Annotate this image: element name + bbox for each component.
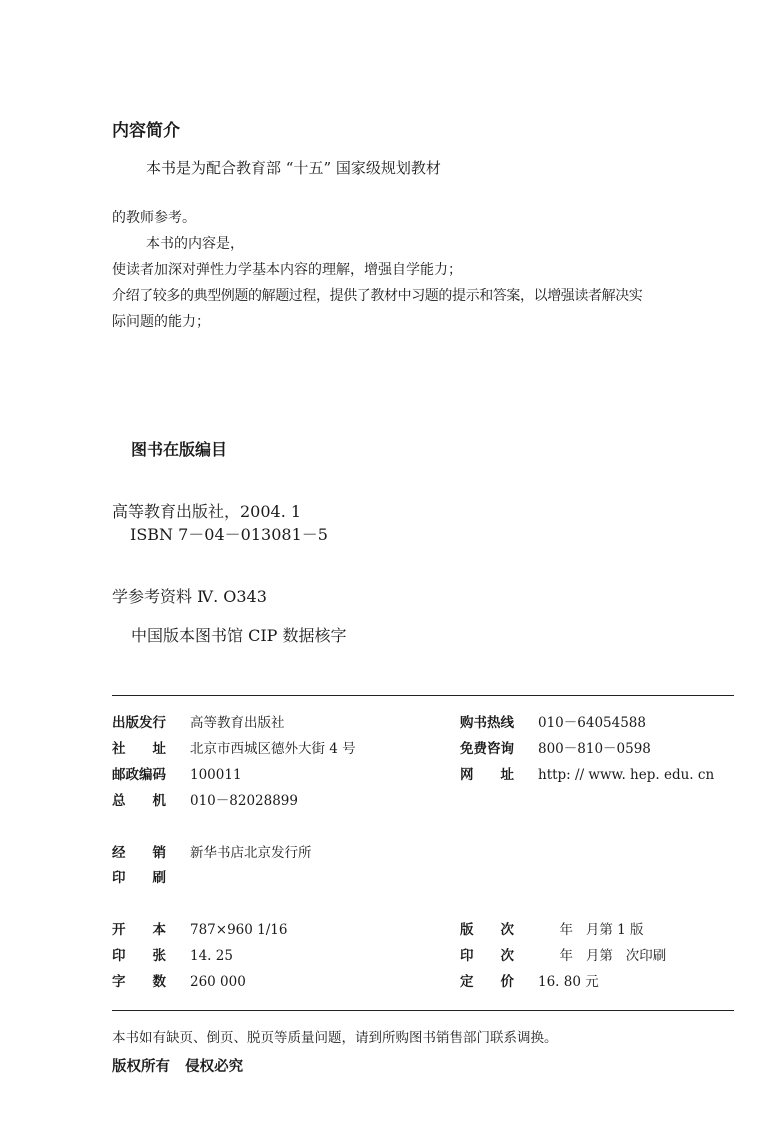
colophon-value: 新华书店北京发行所: [190, 845, 312, 861]
colophon-value: 010－82028899: [190, 793, 298, 809]
colophon-value: 787×960 1/16: [190, 922, 288, 938]
colophon-label: 印 刷: [112, 870, 166, 886]
colophon-row-postcode: [112, 765, 242, 785]
colophon-label: 印 张: [112, 948, 166, 964]
website-link[interactable]: http: // www. hep. edu. cn: [538, 767, 715, 783]
colophon-label: 经 销: [112, 845, 166, 861]
cip-publisher-line: 高等教育出版社，2004. 1: [112, 502, 302, 521]
colophon-label: 邮政编码: [112, 767, 166, 783]
cip-classification: 学参考资料 Ⅳ. O343: [112, 587, 267, 606]
colophon-row-sheets: [112, 946, 233, 966]
copyright-notice: 版权所有 侵权必究: [112, 1059, 244, 1075]
colophon-row-printer: [112, 868, 190, 888]
colophon-label: 开 本: [112, 922, 166, 938]
colophon-label: 购书热线: [460, 715, 514, 731]
colophon-row-wordcount: [112, 972, 246, 992]
cip-note: 中国版本图书馆 CIP 数据核字: [131, 626, 347, 645]
colophon-row-publisher: [112, 713, 285, 733]
colophon-value: 高等教育出版社: [190, 715, 285, 731]
colophon-label: 版 次: [460, 922, 514, 938]
colophon-label: 网 址: [460, 767, 514, 783]
cip-heading: 图书在版编目: [131, 440, 228, 459]
colophon-row-hotline: [460, 713, 646, 733]
colophon-label: 社 址: [112, 741, 166, 757]
colophon-value: 北京市西城区德外大街 4 号: [190, 741, 356, 757]
intro-line-6: 际问题的能力；: [112, 314, 210, 330]
colophon-label: 定 价: [460, 974, 514, 990]
colophon-value: 16. 80 元: [538, 974, 599, 990]
colophon-top-rule: [112, 695, 734, 696]
colophon-row-price: [460, 972, 599, 992]
colophon-value: 010－64054588: [538, 715, 646, 731]
colophon-label: 印 次: [460, 948, 514, 964]
colophon-label: 字 数: [112, 974, 166, 990]
intro-heading: 内容简介: [112, 121, 180, 141]
colophon-row-switchboard: [112, 791, 298, 811]
colophon-label: 总 机: [112, 793, 166, 809]
colophon-bottom-rule: [112, 1010, 734, 1011]
colophon-row-free-consult: [460, 739, 651, 759]
colophon-row-format: [112, 920, 287, 940]
quality-notice: 本书如有缺页、倒页、脱页等质量问题，请到所购图书销售部门联系调换。: [112, 1030, 558, 1046]
colophon-row-printing: [460, 946, 666, 966]
cip-isbn: ISBN 7－04－013081－5: [130, 525, 328, 544]
colophon-value: 800－810－0598: [538, 741, 651, 757]
colophon-value: 260 000: [190, 974, 246, 990]
colophon-value: 14. 25: [190, 948, 233, 964]
colophon-row-distributor: [112, 843, 312, 863]
colophon-label: 出版发行: [112, 715, 166, 731]
intro-line-1: 本书是为配合教育部 “十五” 国家级规划教材: [146, 159, 441, 177]
colophon-row-address: [112, 739, 356, 759]
colophon-value: 年 月第 次印刷: [538, 948, 667, 964]
colophon-value: 年 月第 1 版: [538, 922, 644, 938]
colophon-label: 免费咨询: [460, 741, 514, 757]
intro-line-4: 使读者加深对弹性力学基本内容的理解，增强自学能力；: [112, 262, 462, 278]
colophon-row-website: [460, 765, 714, 785]
intro-line-2: 的教师参考。: [112, 210, 196, 226]
colophon-value: 100011: [190, 767, 242, 783]
intro-line-3: 本书的内容是，: [146, 236, 244, 252]
colophon-row-edition: [460, 920, 644, 940]
intro-line-5: 介绍了较多的典型例题的解题过程，提供了教材中习题的提示和答案，以增强读者解决实: [112, 288, 643, 304]
